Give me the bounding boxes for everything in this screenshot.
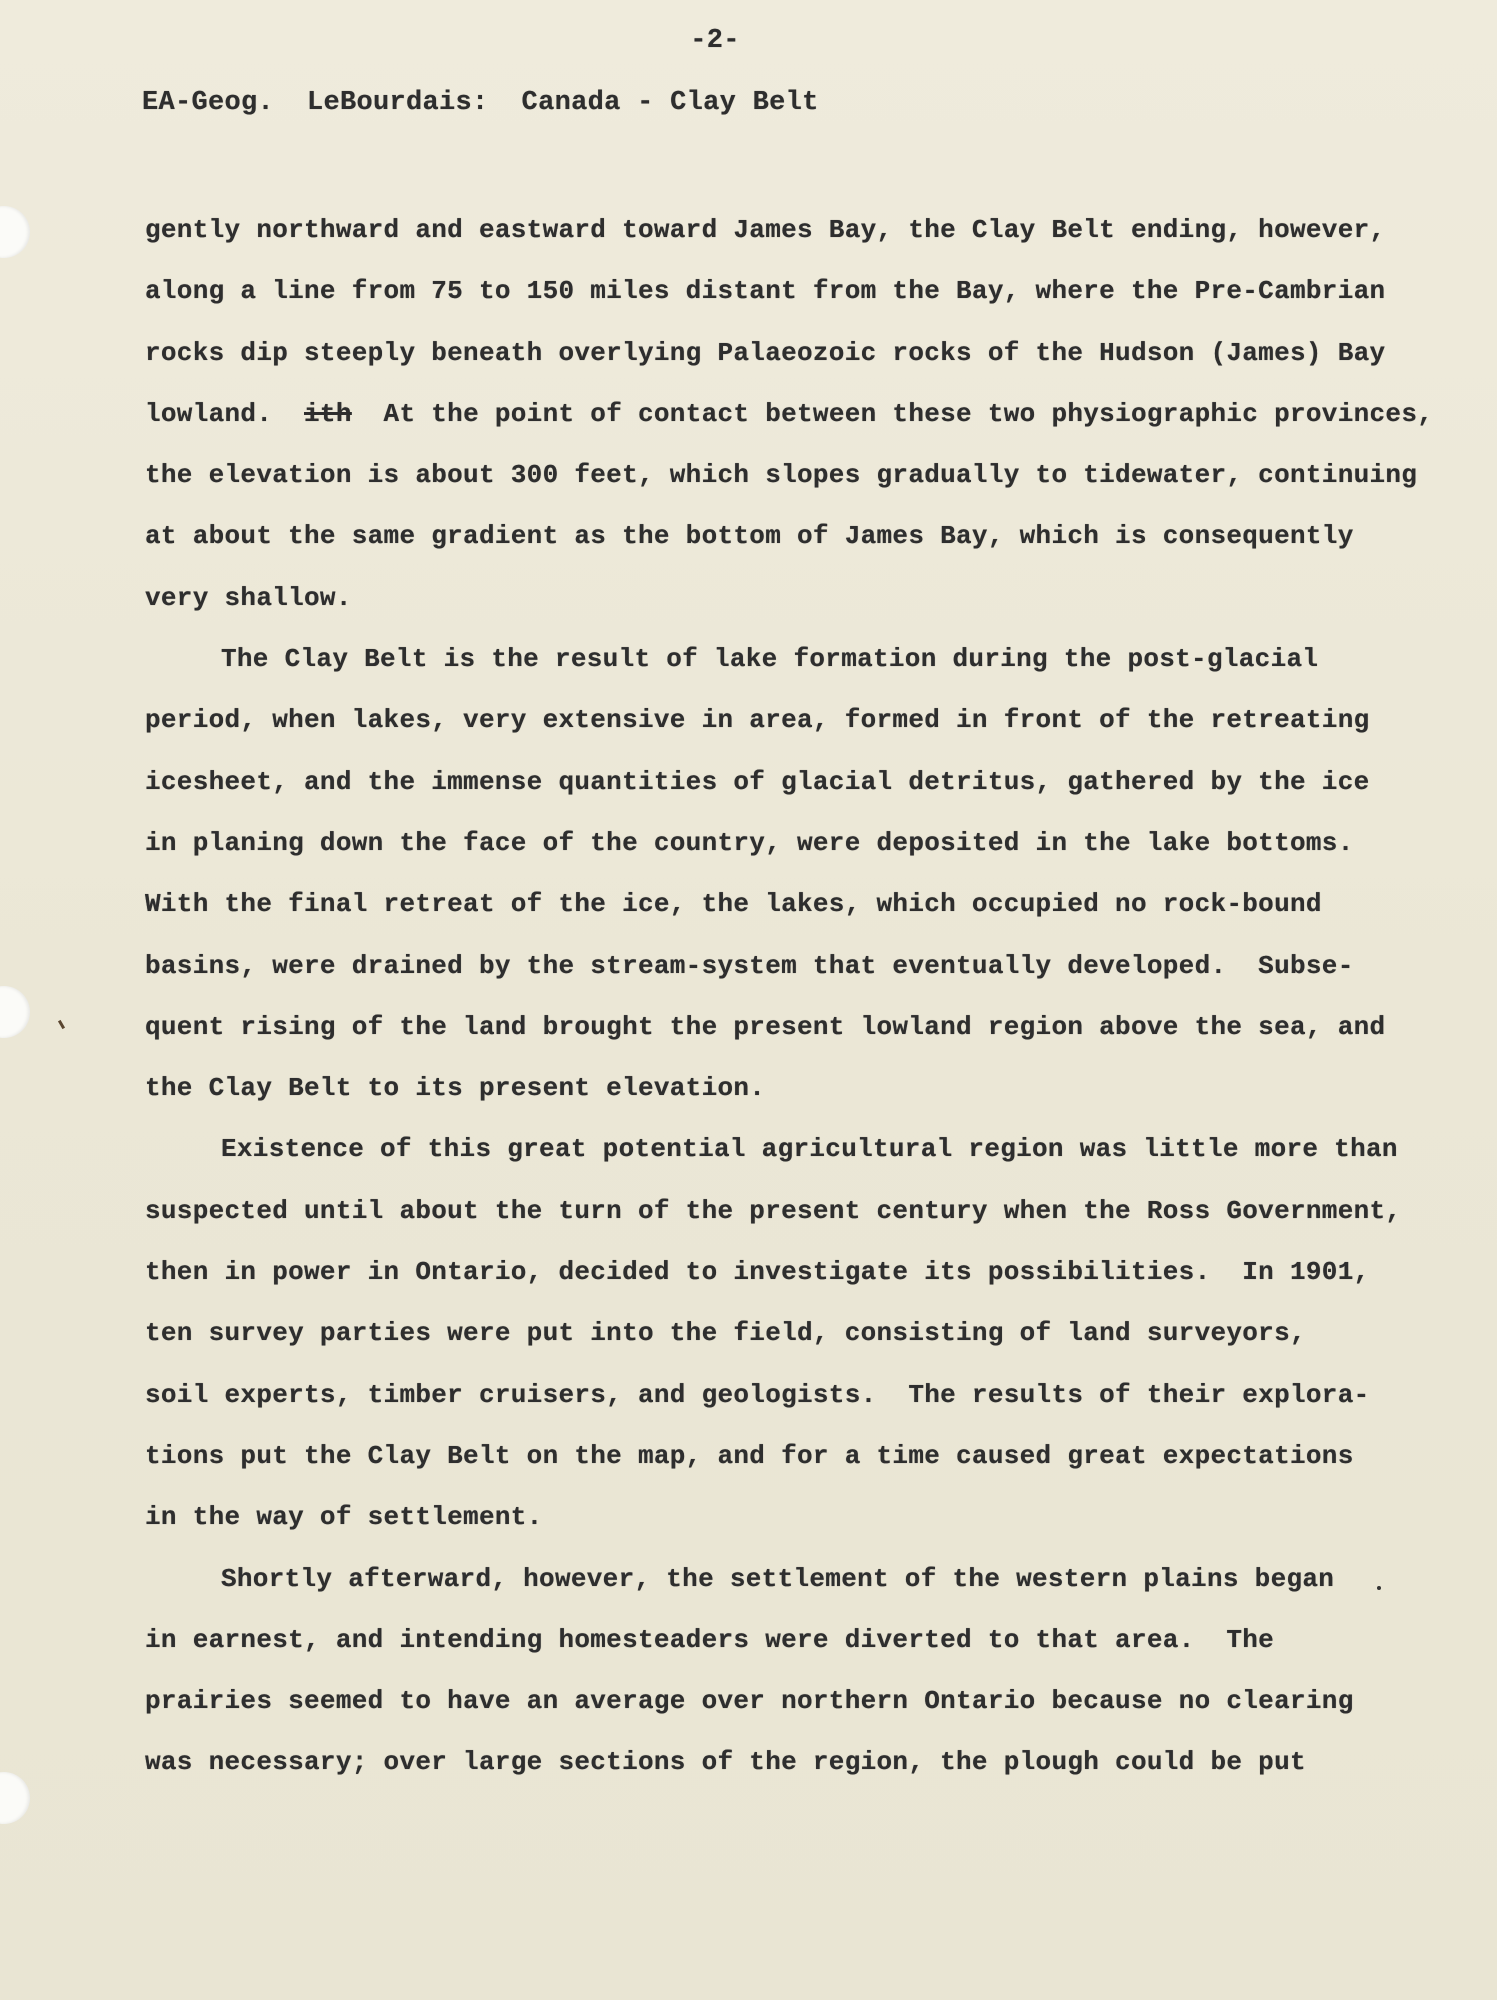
body-line-4: [145, 384, 1434, 445]
body-line-5: the elevation is about 300 feet, which slopes gradually to tidewater, continuing: [145, 460, 1418, 491]
struck-out-text: ith: [304, 398, 352, 429]
body-line-23: Shortly afterward, however, the settlement of the western plains began: [221, 1563, 1335, 1594]
punch-hole-middle: [0, 986, 30, 1038]
body-line-25: prairies seemed to have an average over northern Ontario because no clearing: [145, 1686, 1354, 1717]
body-line-13: basins, were drained by the stream-system that eventually developed. Subse-: [145, 950, 1354, 981]
body-line-18: then in power in Ontario, decided to investigate its possibilities. In 1901,: [145, 1257, 1370, 1288]
page-number: -2-: [690, 26, 740, 56]
body-line-12: With the final retreat of the ice, the lakes, which occupied no rock-bound: [145, 889, 1322, 920]
body-line-15: the Clay Belt to its present elevation.: [145, 1073, 766, 1104]
body-line-7: very shallow.: [145, 582, 352, 613]
punch-hole-bottom: [0, 1772, 30, 1824]
body-line-4-start: lowland.: [145, 398, 305, 429]
body-line-9: period, when lakes, very extensive in area, formed in front of the retreating: [145, 705, 1370, 736]
body-line-8: The Clay Belt is the result of lake formation during the post-glacial: [221, 644, 1319, 675]
body-line-10: icesheet, and the immense quantities of glacial detritus, gathered by the ice: [145, 766, 1370, 797]
body-line-11: in planing down the face of the country, were deposited in the lake bottoms.: [145, 827, 1354, 858]
document-header: EA-Geog. LeBourdais: Canada - Clay Belt: [142, 88, 819, 118]
ink-speck: [1377, 1586, 1381, 1590]
body-line-16: Existence of this great potential agricultural region was little more than: [221, 1134, 1398, 1165]
margin-mark: [58, 1020, 65, 1029]
body-line-4-end: At the point of contact between these two physiographic provinces,: [351, 398, 1434, 429]
body-line-3: rocks dip steeply beneath overlying Palaeozoic rocks of the Hudson (James) Bay: [145, 337, 1386, 368]
body-line-26: was necessary; over large sections of the region, the plough could be put: [145, 1747, 1306, 1778]
body-line-22: in the way of settlement.: [145, 1502, 543, 1533]
body-line-20: soil experts, timber cruisers, and geologists. The results of their explora-: [145, 1379, 1370, 1410]
body-line-17: suspected until about the turn of the present century when the Ross Government,: [145, 1195, 1402, 1226]
punch-hole-top: [0, 206, 30, 258]
body-line-1: gently northward and eastward toward James Bay, the Clay Belt ending, however,: [145, 215, 1386, 245]
body-line-2: along a line from 75 to 150 miles distant from the Bay, where the Pre-Cambrian: [145, 276, 1386, 307]
document-body: [145, 200, 1434, 1794]
body-line-14: quent rising of the land brought the present lowland region above the sea, and: [145, 1011, 1386, 1042]
body-line-24: in earnest, and intending homesteaders were diverted to that area. The: [145, 1624, 1275, 1655]
body-line-19: ten survey parties were put into the field, consisting of land surveyors,: [145, 1318, 1306, 1349]
body-line-21: tions put the Clay Belt on the map, and for a time caused great expectations: [145, 1440, 1354, 1471]
body-line-6: at about the same gradient as the bottom of James Bay, which is consequently: [145, 521, 1354, 552]
